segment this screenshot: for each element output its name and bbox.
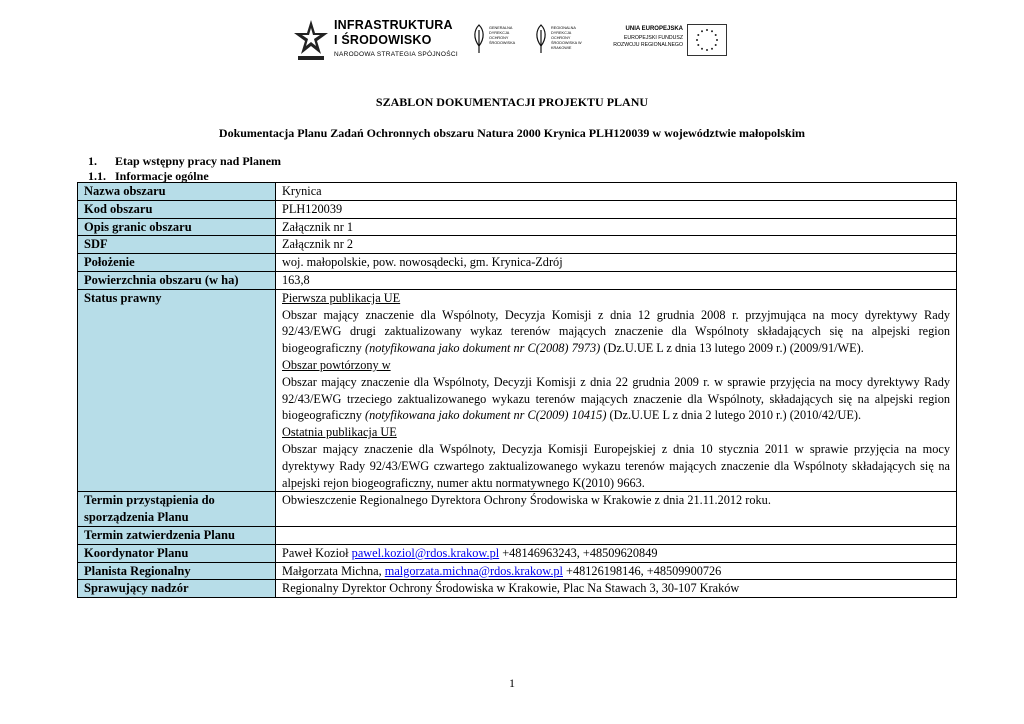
general-info-table	[77, 182, 957, 598]
rdos-text: REGIONALNA DYREKCJA OCHRONY ŚRODOWISKA W KRAKOWIE	[551, 26, 582, 50]
status-notification: (notyfikowana jako dokument nr C(2009) 10415)	[364, 408, 607, 423]
row-label: Powierzchnia obszaru (w ha)	[78, 271, 276, 289]
status-paragraph	[282, 374, 950, 424]
eu-lines	[613, 35, 683, 48]
planner-name: Małgorzata Michna,	[282, 563, 385, 578]
row-label: Status prawny	[78, 289, 276, 492]
section-1-heading	[88, 154, 281, 169]
leaf-icon	[534, 24, 548, 54]
table-row	[78, 200, 957, 218]
row-value	[276, 526, 957, 544]
table-row	[78, 562, 957, 580]
table-row	[78, 218, 957, 236]
gdos-text: GENERALNA DYREKCJA OCHRONY ŚRODOWISKA	[489, 26, 516, 45]
status-value	[276, 289, 957, 492]
infrastruktura-logo	[290, 16, 465, 64]
document-subtitle: Dokumentacja Planu Zadań Ochronnych obszaru Natura 2000 Krynica PLH120039 w województwie małopolskim	[218, 126, 806, 140]
infrastruktura-star-icon	[292, 16, 330, 64]
page-number: 1	[509, 676, 515, 690]
coordinator-phone: +48146963243, +48509620849	[499, 545, 658, 560]
section-title: Etap wstępny pracy nad Planem	[115, 154, 282, 168]
row-value: 163,8	[276, 271, 957, 289]
header-logos	[290, 14, 730, 66]
table-row	[78, 526, 957, 544]
table-row	[78, 183, 957, 201]
logo-tagline: NARODOWA STRATEGIA SPÓJNOŚCI	[334, 51, 458, 58]
section-number: 1.	[88, 154, 97, 168]
table-row	[78, 254, 957, 272]
status-text: (Dz.U.UE L z dnia 13 lutego 2009 r.) (2009/91/WE).	[600, 341, 864, 356]
row-label: Koordynator Planu	[78, 544, 276, 562]
status-heading: Ostatnia publikacja UE	[282, 425, 397, 440]
row-label: Termin przystąpienia do sporządzenia Planu	[78, 492, 276, 527]
row-value: PLH120039	[276, 200, 957, 218]
table-row	[78, 580, 957, 598]
row-value: woj. małopolskie, pow. nowosądecki, gm. Krynica-Zdrój	[276, 254, 957, 272]
row-value: Regionalny Dyrektor Ochrony Środowiska w Krakowie, Plac Na Stawach 3, 30-107 Kraków	[276, 580, 957, 598]
eu-flag-icon	[687, 24, 727, 56]
row-label: Planista Regionalny	[78, 562, 276, 580]
row-value	[276, 544, 957, 562]
eu-line3: ROZWOJU REGIONALNEGO	[613, 41, 683, 48]
table-row	[78, 289, 957, 492]
status-paragraph	[282, 307, 950, 357]
gdos-logo	[472, 24, 527, 58]
section-title: Informacje ogólne	[115, 169, 209, 183]
section-number: 1.1.	[88, 169, 106, 183]
status-paragraph: Obszar mający znaczenie dla Wspólnoty, Decyzja Komisji Europejskiej z dnia 10 stycznia 2011 w sprawie przyjęcia na mocy dyrektywy Rady 92/43/EWG czwartego zaktualizowanego wykazu terenów mających znaczenie dla Wspólnoty składających się na alpejski rejon biogeograficzny, numer aktu normatywnego K(2010) 9663.	[282, 441, 950, 490]
row-value: Załącznik nr 1	[276, 218, 957, 236]
eu-line2: EUROPEJSKI FUNDUSZ	[623, 35, 683, 41]
row-value: Krynica	[276, 183, 957, 201]
status-heading: Obszar powtórzony w	[282, 357, 391, 372]
planner-phone: +48126198146, +48509900726	[562, 563, 722, 578]
rdos-logo	[534, 24, 589, 58]
row-label: Opis granic obszaru	[78, 218, 276, 236]
document-title: SZABLON DOKUMENTACJI PROJEKTU PLANU	[375, 95, 649, 109]
leaf-icon	[472, 24, 486, 54]
table-row	[78, 271, 957, 289]
row-value: Obwieszczenie Regionalnego Dyrektora Ochrony Środowiska w Krakowie z dnia 21.11.2012 roku.	[276, 492, 957, 527]
row-value: Załącznik nr 2	[276, 236, 957, 254]
row-label: SDF	[78, 236, 276, 254]
row-label: Sprawujący nadzór	[78, 580, 276, 598]
row-label: Nazwa obszaru	[78, 183, 276, 201]
table-row	[78, 544, 957, 562]
coordinator-email-link[interactable]: pawel.koziol@rdos.krakow.pl	[351, 545, 500, 560]
logo-line1: INFRASTRUKTURA	[334, 18, 453, 32]
eu-logo	[595, 24, 727, 58]
row-label: Położenie	[78, 254, 276, 272]
table-row	[78, 492, 957, 527]
status-text: Obszar mający znaczenie dla Wspólnoty, Decyzja Komisji z dnia 12 grudnia 2008 r. przyjmująca na mocy dyrektywy Rady 92/43/EWG drugi zaktualizowany wykaz terenów mających znaczenie dla Wspólnoty składających się na alpejski region biogeograficzny	[282, 307, 950, 356]
row-label: Termin zatwierdzenia Planu	[78, 526, 276, 544]
table-row	[78, 236, 957, 254]
logo-line2: I ŚRODOWISKO	[334, 33, 432, 47]
row-label: Kod obszaru	[78, 200, 276, 218]
status-text: Obszar mający znaczenie dla Wspólnoty, Decyzji Komisji z dnia 22 grudnia 2009 r. w sprawie przyjęcia na mocy dyrektywy Rady 92/43/EWG trzeciego zaktualizowanego wykazu terenów mających znaczenie dla Wspólnoty, składających się na alpejski region biogeograficzny	[282, 374, 950, 423]
planner-email-link[interactable]: malgorzata.michna@rdos.krakow.pl	[384, 563, 563, 578]
status-notification: (notyfikowana jako dokument nr C(2008) 7973)	[364, 341, 601, 356]
coordinator-name: Paweł Kozioł	[282, 545, 352, 560]
status-text: (Dz.U.UE L z dnia 2 lutego 2010 r.) (2010/42/UE).	[606, 408, 862, 423]
eu-line1: UNIA EUROPEJSKA	[625, 26, 683, 32]
row-value	[276, 562, 957, 580]
status-heading: Pierwsza publikacja UE	[282, 290, 401, 305]
